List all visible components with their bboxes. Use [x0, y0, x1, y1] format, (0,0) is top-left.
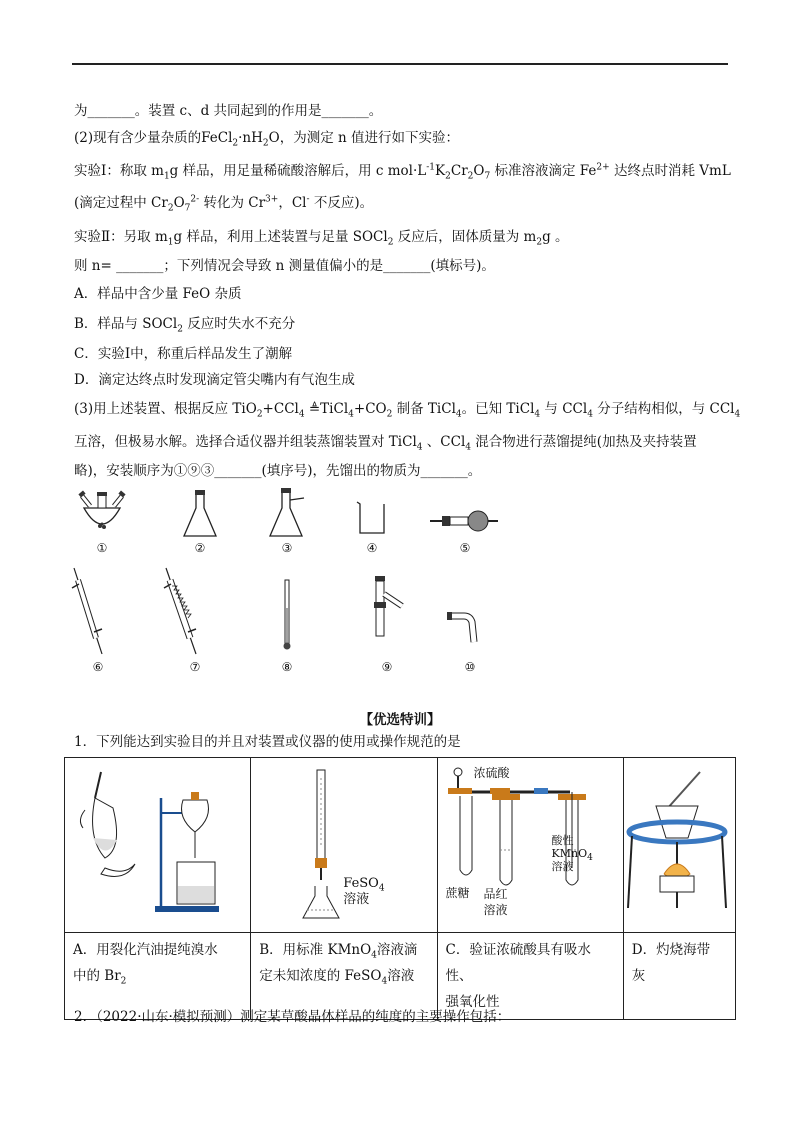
panel-d-image — [623, 758, 735, 933]
top-rule — [72, 63, 728, 65]
label-3: ③ — [281, 541, 293, 555]
conical-flask-icon — [182, 490, 218, 540]
label-7: ⑦ — [189, 660, 201, 674]
coil-condenser-icon — [160, 566, 204, 656]
pinhong-label: 品红 溶液 — [483, 887, 508, 917]
text-line-12: 互溶，但极易水解。选择合适仪器并组装蒸馏装置对 TiCl$_4$ 、CCl$_4$ 混合物进行蒸馏提纯(加热及夹持装置 — [74, 434, 697, 453]
text-line-2: (2)现有含少量杂质的$FeCl_2\cdot nH_2O$，为测定 n 值进行如下实验： — [74, 130, 459, 149]
kmno4-label: 酸性 KMnO$_4$ 溶液 — [551, 834, 593, 873]
text-line-13: 略)，安装顺序为①⑨③_______(填序号)，先馏出的物质为_______。 — [74, 463, 482, 479]
text-line-4: (滴定过程中 $Cr_2O_7^{2-}$ 转化为 $Cr^{3+}$，Cl- 不反应)。 — [74, 194, 374, 214]
label-1: ① — [96, 541, 108, 555]
panel-a-image — [65, 758, 251, 933]
option-c: C．实验Ⅰ中，称重后样品发生了潮解 — [74, 346, 293, 362]
option-a-caption: A．用裂化汽油提纯溴水 中的 $Br_2$ — [65, 933, 251, 1020]
thermometer-icon — [281, 578, 293, 652]
label-8: ⑧ — [281, 660, 293, 674]
option-c-caption: C．验证浓硫酸具有吸水性、 强氧化性 — [437, 933, 623, 1020]
label-10: ⑩ — [464, 660, 476, 674]
text-line-5: 实验Ⅱ：另取 $m_1g$ 样品，利用上述装置与足量 SOCl$_2$ 反应后，固体质量为 $m_2g$ 。 — [74, 229, 569, 248]
label-6: ⑥ — [92, 660, 104, 674]
feso4-label: FeSO$_4$ 溶液 — [343, 876, 385, 907]
distillation-head-icon — [366, 576, 408, 640]
text-line-6: 则 n= _______；下列情况会导致 n 测量值偏小的是_______(填标号)。 — [74, 258, 495, 274]
label-4: ④ — [366, 541, 378, 555]
three-neck-flask-icon — [76, 490, 128, 540]
option-a: A．样品中含少量 FeO 杂质 — [74, 286, 242, 302]
label-9: ⑨ — [381, 660, 393, 674]
side-arm-flask-icon — [268, 488, 312, 540]
question-1: 1．下列能达到实验目的并且对装置或仪器的使用或操作规范的是 — [74, 734, 461, 750]
beaker-icon — [355, 500, 389, 536]
straight-condenser-icon — [68, 566, 108, 656]
sugar-label: 蔗糖 — [445, 886, 470, 900]
panel-b-image — [251, 758, 437, 933]
text-line-1: 为_______。装置 c、d 共同起到的作用是_______。 — [74, 103, 383, 119]
options-table — [64, 757, 736, 1020]
label-5: ⑤ — [459, 541, 471, 555]
drying-tube-icon — [428, 508, 500, 534]
section-header: 【优选特训】 — [359, 712, 441, 728]
acid-label: 浓硫酸 — [473, 766, 510, 780]
label-2: ② — [194, 541, 206, 555]
question-2: 2．（2022·山东·模拟预测）测定某草酸晶体样品的纯度的主要操作包括： — [74, 1009, 511, 1025]
separatory-funnel-icon — [65, 758, 243, 928]
text-line-3: 实验Ⅰ：称取 $m_1g$ 样品，用足量稀硫酸溶解后，用 c $mol\cdot L^{-1}K_2Cr_2O_7$ 标准溶液滴定 $Fe^{2+}$ 达终点时消耗 VmL — [74, 162, 731, 182]
option-d: D．滴定达终点时发现滴定管尖嘴内有气泡生成 — [74, 372, 355, 388]
option-b-caption: B．用标准 KMnO$_4$溶液滴 定未知浓度的 FeSO$_4$溶液 — [251, 933, 437, 1020]
text-line-11: (3)用上述装置、根据反应 TiO$_2$+CCl$_4$ $≜TiCl_4+CO_2$ 制备 TiCl$_4$。已知 TiCl$_4$ 与 CCl$_4$ 分子结构相似，与 CCl$_4$ — [74, 401, 741, 420]
panel-c-image — [437, 758, 623, 933]
adapter-icon — [446, 610, 482, 646]
burette-titration-icon — [251, 758, 429, 928]
option-b: B．样品与 SOCl$_2$ 反应时失水不充分 — [74, 316, 296, 335]
option-d-caption: D．灼烧海带 灰 — [623, 933, 735, 1020]
crucible-tripod-icon — [624, 758, 730, 928]
